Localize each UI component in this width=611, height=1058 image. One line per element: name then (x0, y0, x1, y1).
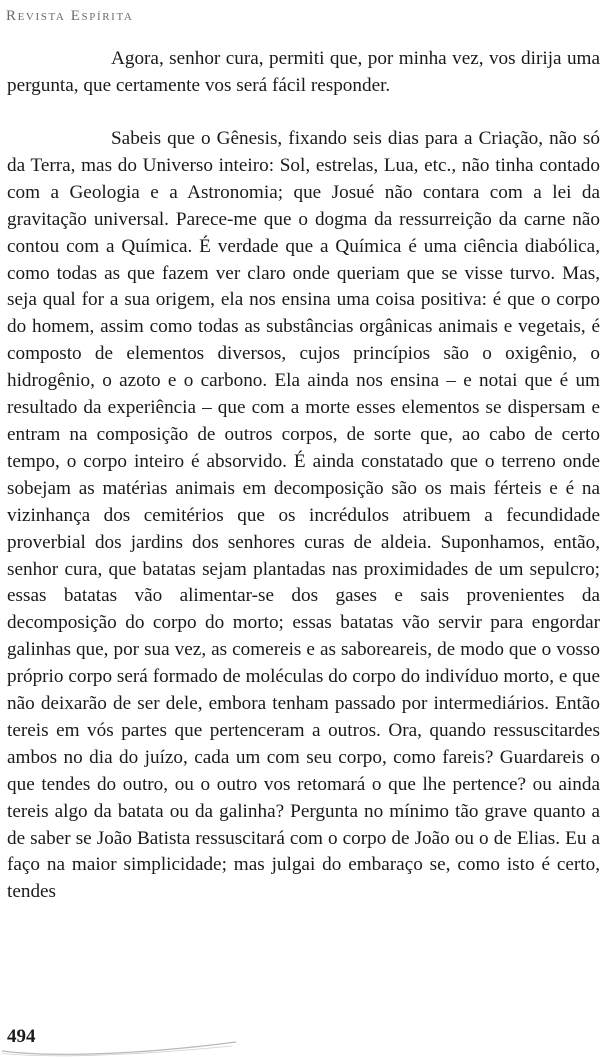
page-swoosh-decoration (0, 1025, 240, 1058)
paragraph-main-argument: Sabeis que o Gênesis, fixando seis dias para a Criação, não só da Terra, mas do Universo inteiro: Sol, estrelas, Lua, etc., não tinha contado com a Geologia e a Astronomia; que Josué não contara com a lei da gravitação universal. Parece-me que o dogma da ressurreição da carne não contou com a Química. É verdade que a Química é uma ciência diabólica, como todas as que fazem ver claro onde queriam que se visse turvo. Mas, seja qual for a sua origem, ela nos ensina uma coisa positiva: é que o corpo do homem, assim como todas as substâncias orgânicas animais e vegetais, é composto de elementos diversos, cujos princípios são o oxigênio, o hidrogênio, o azoto e o carbono. Ela ainda nos ensina – e notai que é um resultado da experiência – que com a morte esses elementos se dispersam e entram na composição de outros corpos, de sorte que, ao cabo de certo tempo, o corpo inteiro é absorvido. É ainda constatado que o terreno onde sobejam as matérias animais em decomposição são os mais férteis e é na vizinhança dos cemitérios que os incrédulos atribuem a fecundidade proverbial dos jardins dos senhores curas de aldeia. Suponhamos, então, senhor cura, que batatas sejam plantadas nas proximidades de um sepulcro; essas batatas vão alimentar-se dos gases e sais provenientes da decomposição do corpo do morto; essas batatas vão servir para engordar galinhas que, por sua vez, as comereis e as saboreareis, de modo que o vosso próprio corpo será formado de moléculas do corpo do indivíduo morto, e que não deixarão de ser dele, embora tenham passado por intermediários. Então tereis em vós partes que pertenceram a outros. Ora, quando ressuscitardes ambos no dia do juízo, cada um com seu corpo, como fareis? Guardareis o que tendes do outro, ou o outro vos retomará o que lhe pertence? ou ainda tereis algo da batata ou da galinha? Pergunta no mínimo tão grave quanto a de saber se João Batista ressuscitará com o corpo de João ou o de Elias. Eu a faço na maior simplicidade; mas julgai do embaraço se, como isto é certo, tendes (7, 128, 600, 903)
running-header: Revista Espírita (6, 8, 134, 24)
page-number: 494 (7, 1026, 36, 1047)
paragraph-question-intro: Agora, senhor cura, permiti que, por minha vez, vos dirija uma pergunta, que certamente vos será fácil responder. (7, 48, 600, 96)
